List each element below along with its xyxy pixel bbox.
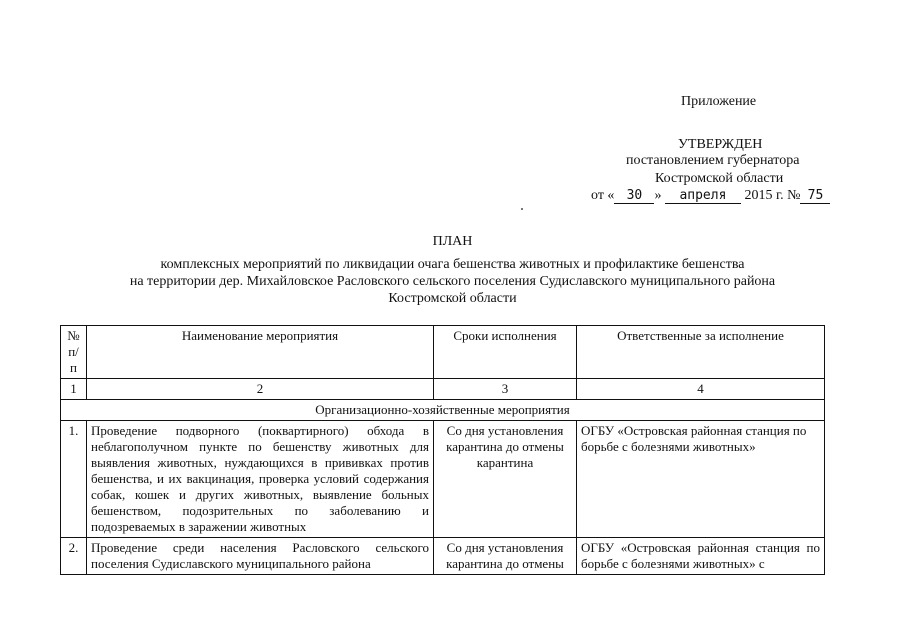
row-activity: Проведение среди населения Расловского сельского поселения Судиславского муниципального района — [87, 538, 434, 575]
table-row — [61, 421, 825, 538]
table-row — [61, 538, 825, 575]
header-activity: Наименование мероприятия — [87, 326, 434, 379]
decree-line-2: Костромской области — [655, 171, 784, 186]
col-number: 2 — [87, 379, 434, 400]
decree-line-1: постановлением губернатора — [626, 153, 800, 168]
header-term: Сроки исполнения — [434, 326, 577, 379]
plan-table — [60, 325, 825, 575]
date-prefix: от « — [591, 188, 615, 203]
plan-subtitle-2: на территории дер. Михайловское Расловского сельского поселения Судиславского муниципального района — [129, 274, 776, 289]
date-day: 30 — [614, 188, 654, 204]
row-activity: Проведение подворного (поквартирного) обхода в неблагополучном пункте по бешенству животных для выявления животных, нуждающихся в прививках против бешенства, и их вакцинация, проверка условий содержания собак, кошек и других животных, выявление больных бешенством, подозрительных по заболеванию и подозреваемых в заражении животных — [87, 421, 434, 538]
section-title: Организационно-хозяйственные мероприятия — [61, 400, 825, 421]
header-number: № п/п — [61, 326, 87, 379]
col-number: 4 — [577, 379, 825, 400]
plan-subtitle-3: Костромской области — [388, 291, 517, 306]
decree-date-line — [591, 188, 830, 204]
date-year: 2015 г. № — [744, 188, 801, 203]
decree-number: 75 — [800, 188, 830, 204]
row-number: 2. — [61, 538, 87, 575]
row-responsible: ОГБУ «Островская районная станция по борьбе с болезнями животных» с — [577, 538, 825, 575]
date-mid: » — [654, 188, 662, 203]
col-number: 3 — [434, 379, 577, 400]
row-term: Со дня установления карантина до отмены — [434, 538, 577, 575]
approved-label: УТВЕРЖДЕН — [678, 137, 763, 152]
col-number: 1 — [61, 379, 87, 400]
header-responsible: Ответственные за исполнение — [577, 326, 825, 379]
column-number-row — [61, 379, 825, 400]
row-number: 1. — [61, 421, 87, 538]
plan-subtitle-1: комплексных мероприятий по ликвидации очага бешенства животных и профилактике бешенства — [160, 257, 745, 272]
plan-title: ПЛАН — [432, 234, 473, 249]
table-header-row — [61, 326, 825, 379]
row-term: Со дня установления карантина до отмены карантина — [434, 421, 577, 538]
date-month: апреля — [665, 188, 741, 204]
scan-speck — [521, 208, 523, 210]
appendix-label: Приложение — [681, 94, 757, 109]
section-row — [61, 400, 825, 421]
row-responsible: ОГБУ «Островская районная станция по борьбе с болезнями животных» — [577, 421, 825, 538]
